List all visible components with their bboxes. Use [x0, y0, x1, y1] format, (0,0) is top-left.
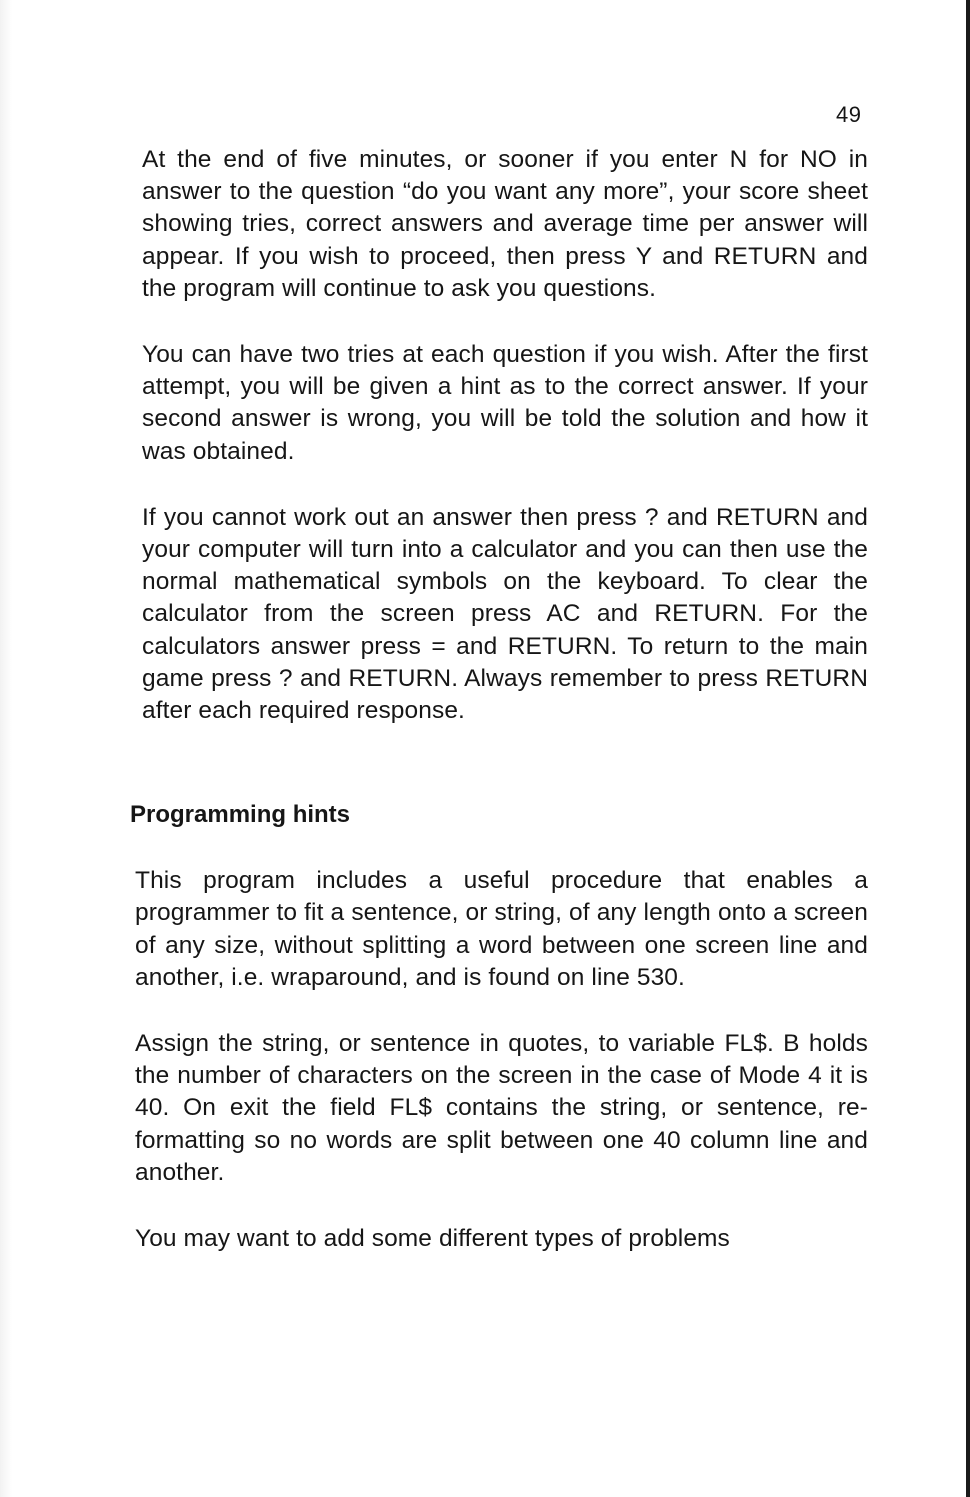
paragraph-score-sheet: At the end of five minutes, or sooner if you enter N for NO in answer to the question “do you want any more”, your score sheet showing tries, correct answers and average time per answer will appear. If you wish to proceed, then press Y and RETURN and the program will continue to ask you questions. [142, 146, 868, 302]
page-left-shadow [0, 0, 12, 1497]
paragraph-calculator: If you cannot work out an answer then press ? and RETURN and your computer will turn into a calculator and you can then use the normal mathematical symbols on the keyboard. To clear the calculator from the screen press AC and RETURN. For the calculators answer press = and RETURN. To return to the main game press ? and RETURN. Always remember to press RETURN after each required response. [142, 503, 868, 725]
page-number: 49 [836, 102, 862, 127]
page-right-edge [966, 0, 970, 1497]
paragraph-wraparound: This program includes a useful procedure that enables a programmer to fit a sentence, or string, of any length onto a screen of any size, without splitting a word between one screen line and another, i.e. wraparound, and is found on line 530. [135, 867, 868, 991]
section-heading: Programming hints [130, 801, 351, 829]
page-body [130, 144, 868, 1289]
paragraph-assign-string: Assign the string, or sentence in quotes, to variable FL$. B holds the number of characters on the screen in the case of Mode 4 it is 40. On exit the field FL$ contains the string, or sentence, re-formatting so no words are split between one 40 column line and another. [135, 1030, 868, 1186]
paragraph-two-tries: You can have two tries at each question if you wish. After the first attempt, you will be given a hint as to the correct answer. If your second answer is wrong, you will be told the solution and how it was obtained. [142, 341, 868, 465]
lower-section [130, 799, 868, 1255]
paragraph-problems: You may want to add some different types of problems [135, 1225, 730, 1253]
